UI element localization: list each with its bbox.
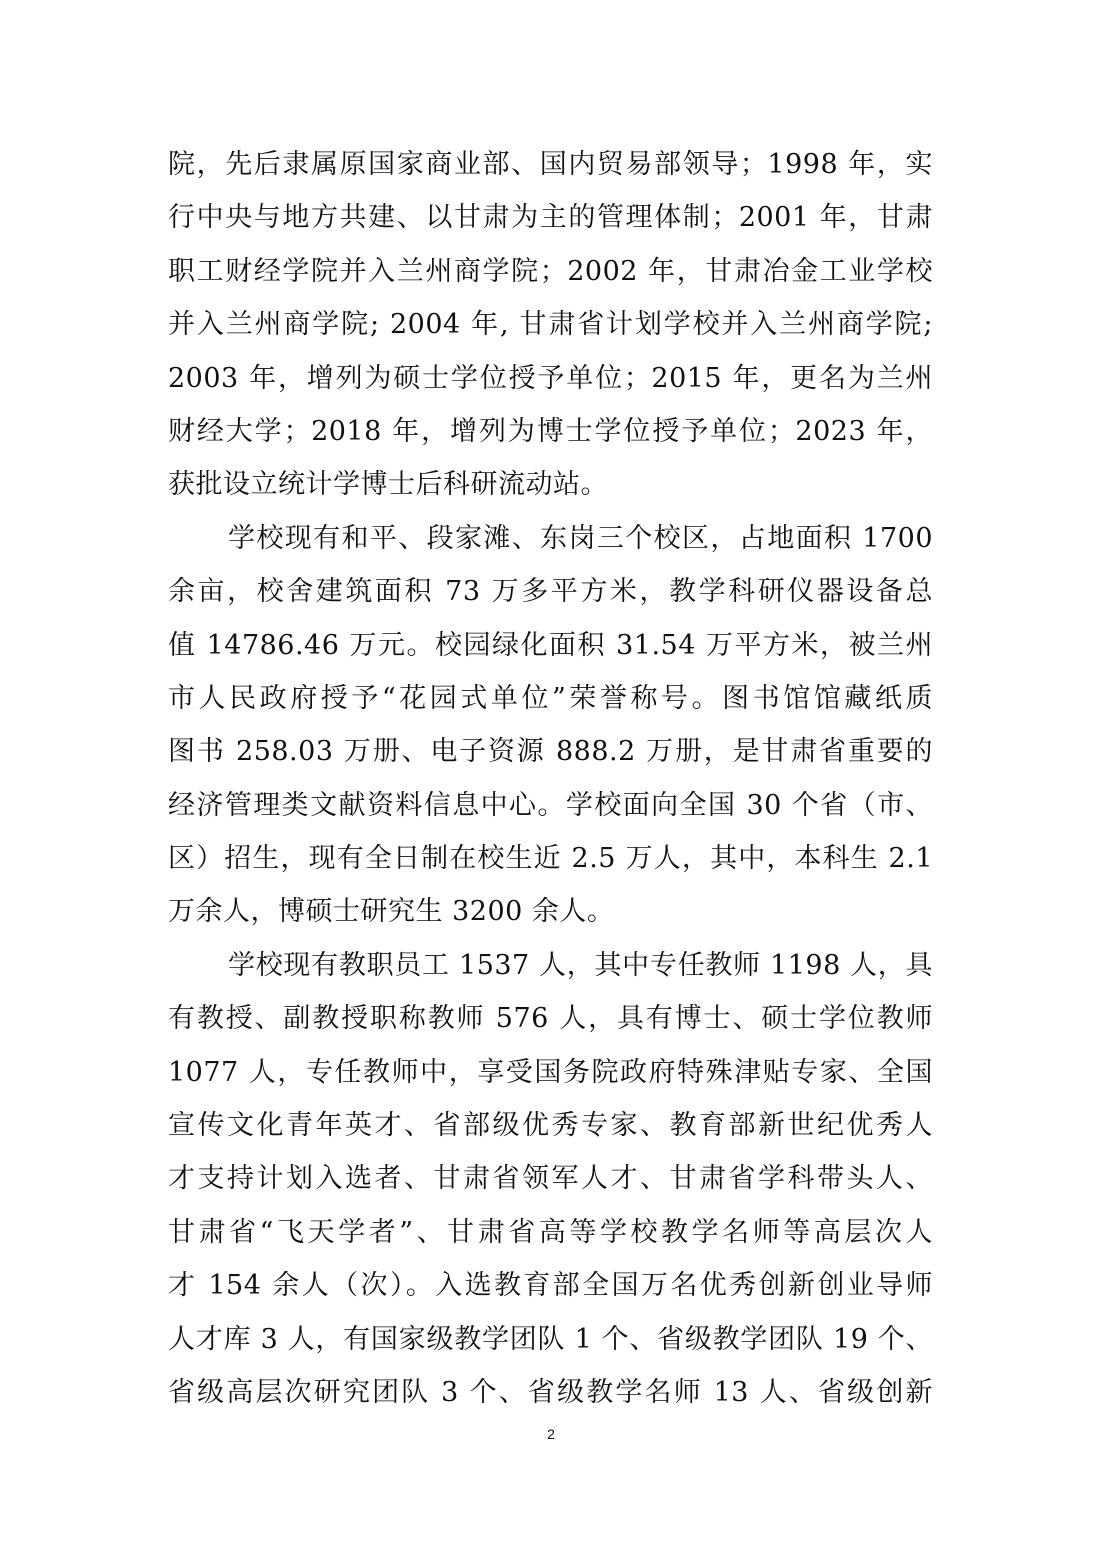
text-line: 经济管理类文献资料信息中心。学校面向全国 30 个省（市、 <box>168 789 933 821</box>
paragraph <box>168 512 933 939</box>
text-line: 学校现有教职员工 1537 人，其中专任教师 1198 人，具 <box>228 949 933 981</box>
text-line: 市人民政府授予“花园式单位”荣誉称号。图书馆馆藏纸质 <box>168 682 933 714</box>
text-line: 财经大学；2018 年，增列为博士学位授予单位；2023 年， <box>168 415 933 447</box>
text-line: 获批设立统计学博士后科研流动站。 <box>168 469 608 501</box>
paragraph <box>168 939 933 1420</box>
text-line: 宣传文化青年英才、省部级优秀专家、教育部新世纪优秀人 <box>168 1110 933 1142</box>
text-line: 图书 258.03 万册、电子资源 888.2 万册，是甘肃省重要的 <box>168 736 933 768</box>
text-line: 甘肃省“飞天学者”、甘肃省高等学校教学名师等高层次人 <box>168 1216 933 1248</box>
text-line: 省级高层次研究团队 3 个、省级教学名师 13 人、省级创新 <box>168 1376 933 1408</box>
document-body <box>168 138 933 1419</box>
text-line: 万余人，博硕士研究生 3200 余人。 <box>168 896 615 928</box>
text-line: 2003 年，增列为硕士学位授予单位；2015 年，更名为兰州 <box>168 362 933 394</box>
text-line: 有教授、副教授职称教师 576 人，具有博士、硕士学位教师 <box>168 1003 933 1035</box>
page-number: 2 <box>547 1426 555 1442</box>
text-line: 余亩，校舍建筑面积 73 万多平方米，教学科研仪器设备总 <box>168 576 933 608</box>
text-line: 才支持计划入选者、甘肃省领军人才、甘肃省学科带头人、 <box>168 1163 933 1195</box>
text-line: 行中央与地方共建、以甘肃为主的管理体制；2001 年，甘肃 <box>168 202 933 234</box>
text-line: 值 14786.46 万元。校园绿化面积 31.54 万平方米，被兰州 <box>168 629 933 661</box>
text-line: 学校现有和平、段家滩、东岗三个校区，占地面积 1700 <box>228 522 933 554</box>
text-line: 院，先后隶属原国家商业部、国内贸易部领导；1998 年，实 <box>168 149 933 180</box>
text-line: 才 154 余人（次）。入选教育部全国万名优秀创新创业导师 <box>168 1270 933 1302</box>
text-line: 并入兰州商学院; 2004 年, 甘肃省计划学校并入兰州商学院; <box>168 309 933 341</box>
paragraph <box>168 138 933 512</box>
text-line: 职工财经学院并入兰州商学院；2002 年，甘肃冶金工业学校 <box>168 255 933 287</box>
text-line: 1077 人，专任教师中，享受国务院政府特殊津贴专家、全国 <box>168 1056 933 1088</box>
text-line: 人才库 3 人，有国家级教学团队 1 个、省级教学团队 19 个、 <box>168 1323 933 1355</box>
text-line: 区）招生，现有全日制在校生近 2.5 万人，其中，本科生 2.1 <box>168 843 933 875</box>
